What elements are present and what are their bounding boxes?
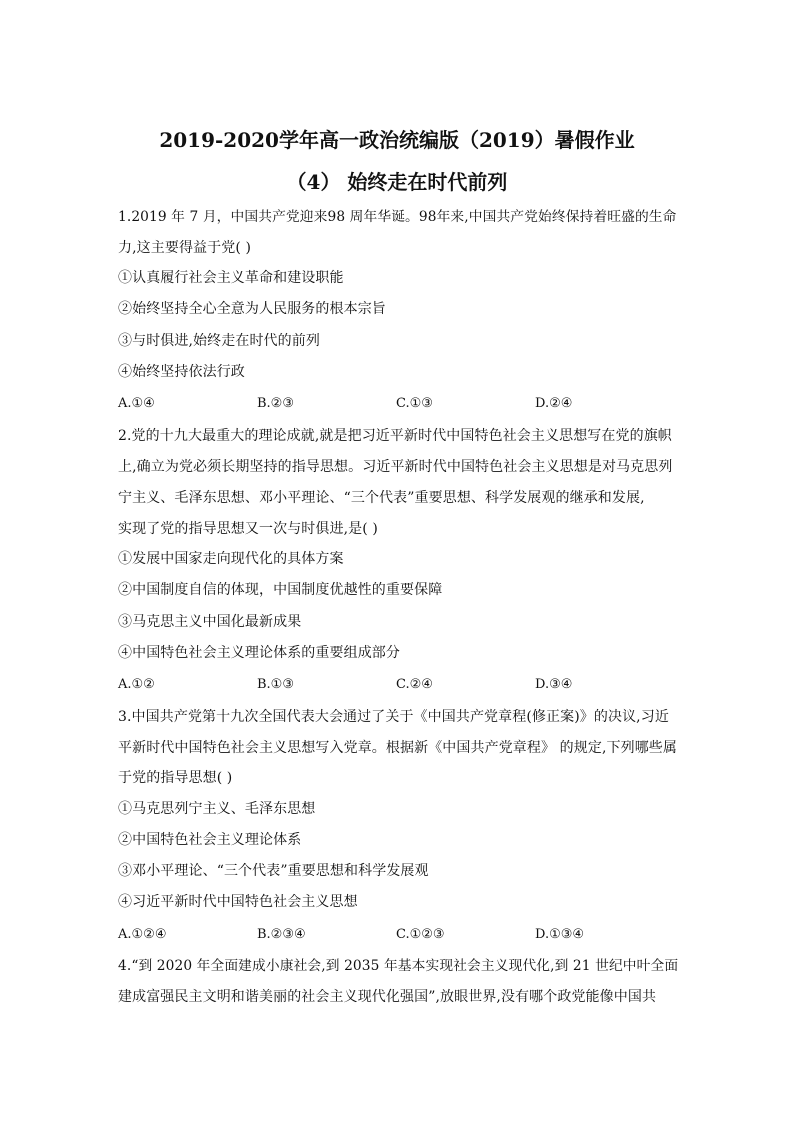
question-3-choice-b: B.②③④ [257, 927, 306, 942]
question-2-choice-d: D.③④ [535, 677, 573, 692]
question-2-item-2: ②中国制度自信的体现，中国制度优越性的重要保障 [118, 582, 443, 598]
question-1-item-2: ②始终坚持全心全意为人民服务的根本宗旨 [118, 301, 386, 317]
question-1-choice-c: C.①③ [396, 396, 433, 411]
question-3-stem-line-1: 3.中国共产党第十九次全国代表大会通过了关于《中国共产党章程(修正案)》的决议,习近 [118, 709, 669, 725]
question-1-item-4: ④始终坚持依法行政 [118, 364, 245, 380]
question-1-choice-d: D.②④ [535, 396, 573, 411]
question-3-choice-d: D.①③④ [535, 927, 585, 942]
question-3-stem-line-2: 平新时代中国特色社会主义思想写入党章。根据新《中国共产党章程》 的规定,下列哪些属 [118, 740, 677, 756]
question-2-stem-line-1: 2.党的十九大最重大的理论成就,就是把习近平新时代中国特色社会主义思想写在党的旗帜 [118, 428, 672, 444]
question-1-item-1: ①认真履行社会主义革命和建设职能 [118, 270, 344, 286]
question-1-stem-line-1: 1.2019 年 7 月，中国共产党迎来98 周年华诞。98年来,中国共产党始终保持着旺盛的生命 [118, 209, 677, 225]
question-3-item-3: ③邓小平理论、“三个代表”重要思想和科学发展观 [118, 863, 429, 879]
question-4-stem-line-2: 建成富强民主文明和谐美丽的社会主义现代化强国”,放眼世界,没有哪个政党能像中国共 [118, 989, 657, 1005]
document-subtitle: （4） 始终走在时代前列 [286, 170, 508, 194]
question-3-item-4: ④习近平新时代中国特色社会主义思想 [118, 894, 358, 910]
question-2-stem-line-2: 上,确立为党必须长期坚持的指导思想。习近平新时代中国特色社会主义思想是对马克思列 [118, 459, 673, 475]
question-1-item-3: ③与时俱进,始终走在时代的前列 [118, 333, 320, 349]
question-2-choice-c: C.②④ [396, 677, 433, 692]
question-2-choice-b: B.①③ [257, 677, 294, 692]
question-2-choice-a: A.①② [118, 677, 155, 692]
question-2-item-1: ①发展中国家走向现代化的具体方案 [118, 551, 344, 567]
question-2-item-3: ③马克思主义中国化最新成果 [118, 614, 302, 630]
question-2-stem-line-4: 实现了党的指导思想又一次与时俱进,是( ) [118, 521, 378, 537]
document-title: 2019-2020学年高一政治统编版（2019）暑假作业 [159, 128, 635, 152]
question-3-choice-c: C.①②③ [396, 927, 445, 942]
question-1-choice-a: A.①④ [118, 396, 155, 411]
question-3-item-2: ②中国特色社会主义理论体系 [118, 832, 302, 848]
question-3-stem-line-3: 于党的指导思想( ) [118, 770, 233, 786]
question-1-choice-b: B.②③ [257, 396, 294, 411]
question-3-choice-a: A.①②④ [118, 927, 167, 942]
question-2-stem-line-3: 宁主义、毛泽东思想、邓小平理论、“三个代表”重要思想、科学发展观的继承和发展, [118, 490, 645, 506]
question-1-stem-line-2: 力,这主要得益于党( ) [118, 240, 252, 256]
question-2-item-4: ④中国特色社会主义理论体系的重要组成部分 [118, 645, 400, 661]
question-4-stem-line-1: 4.“到 2020 年全面建成小康社会,到 2035 年基本实现社会主义现代化,到 21 世纪中叶全面 [118, 958, 679, 974]
question-3-item-1: ①马克思列宁主义、毛泽东思想 [118, 801, 316, 817]
